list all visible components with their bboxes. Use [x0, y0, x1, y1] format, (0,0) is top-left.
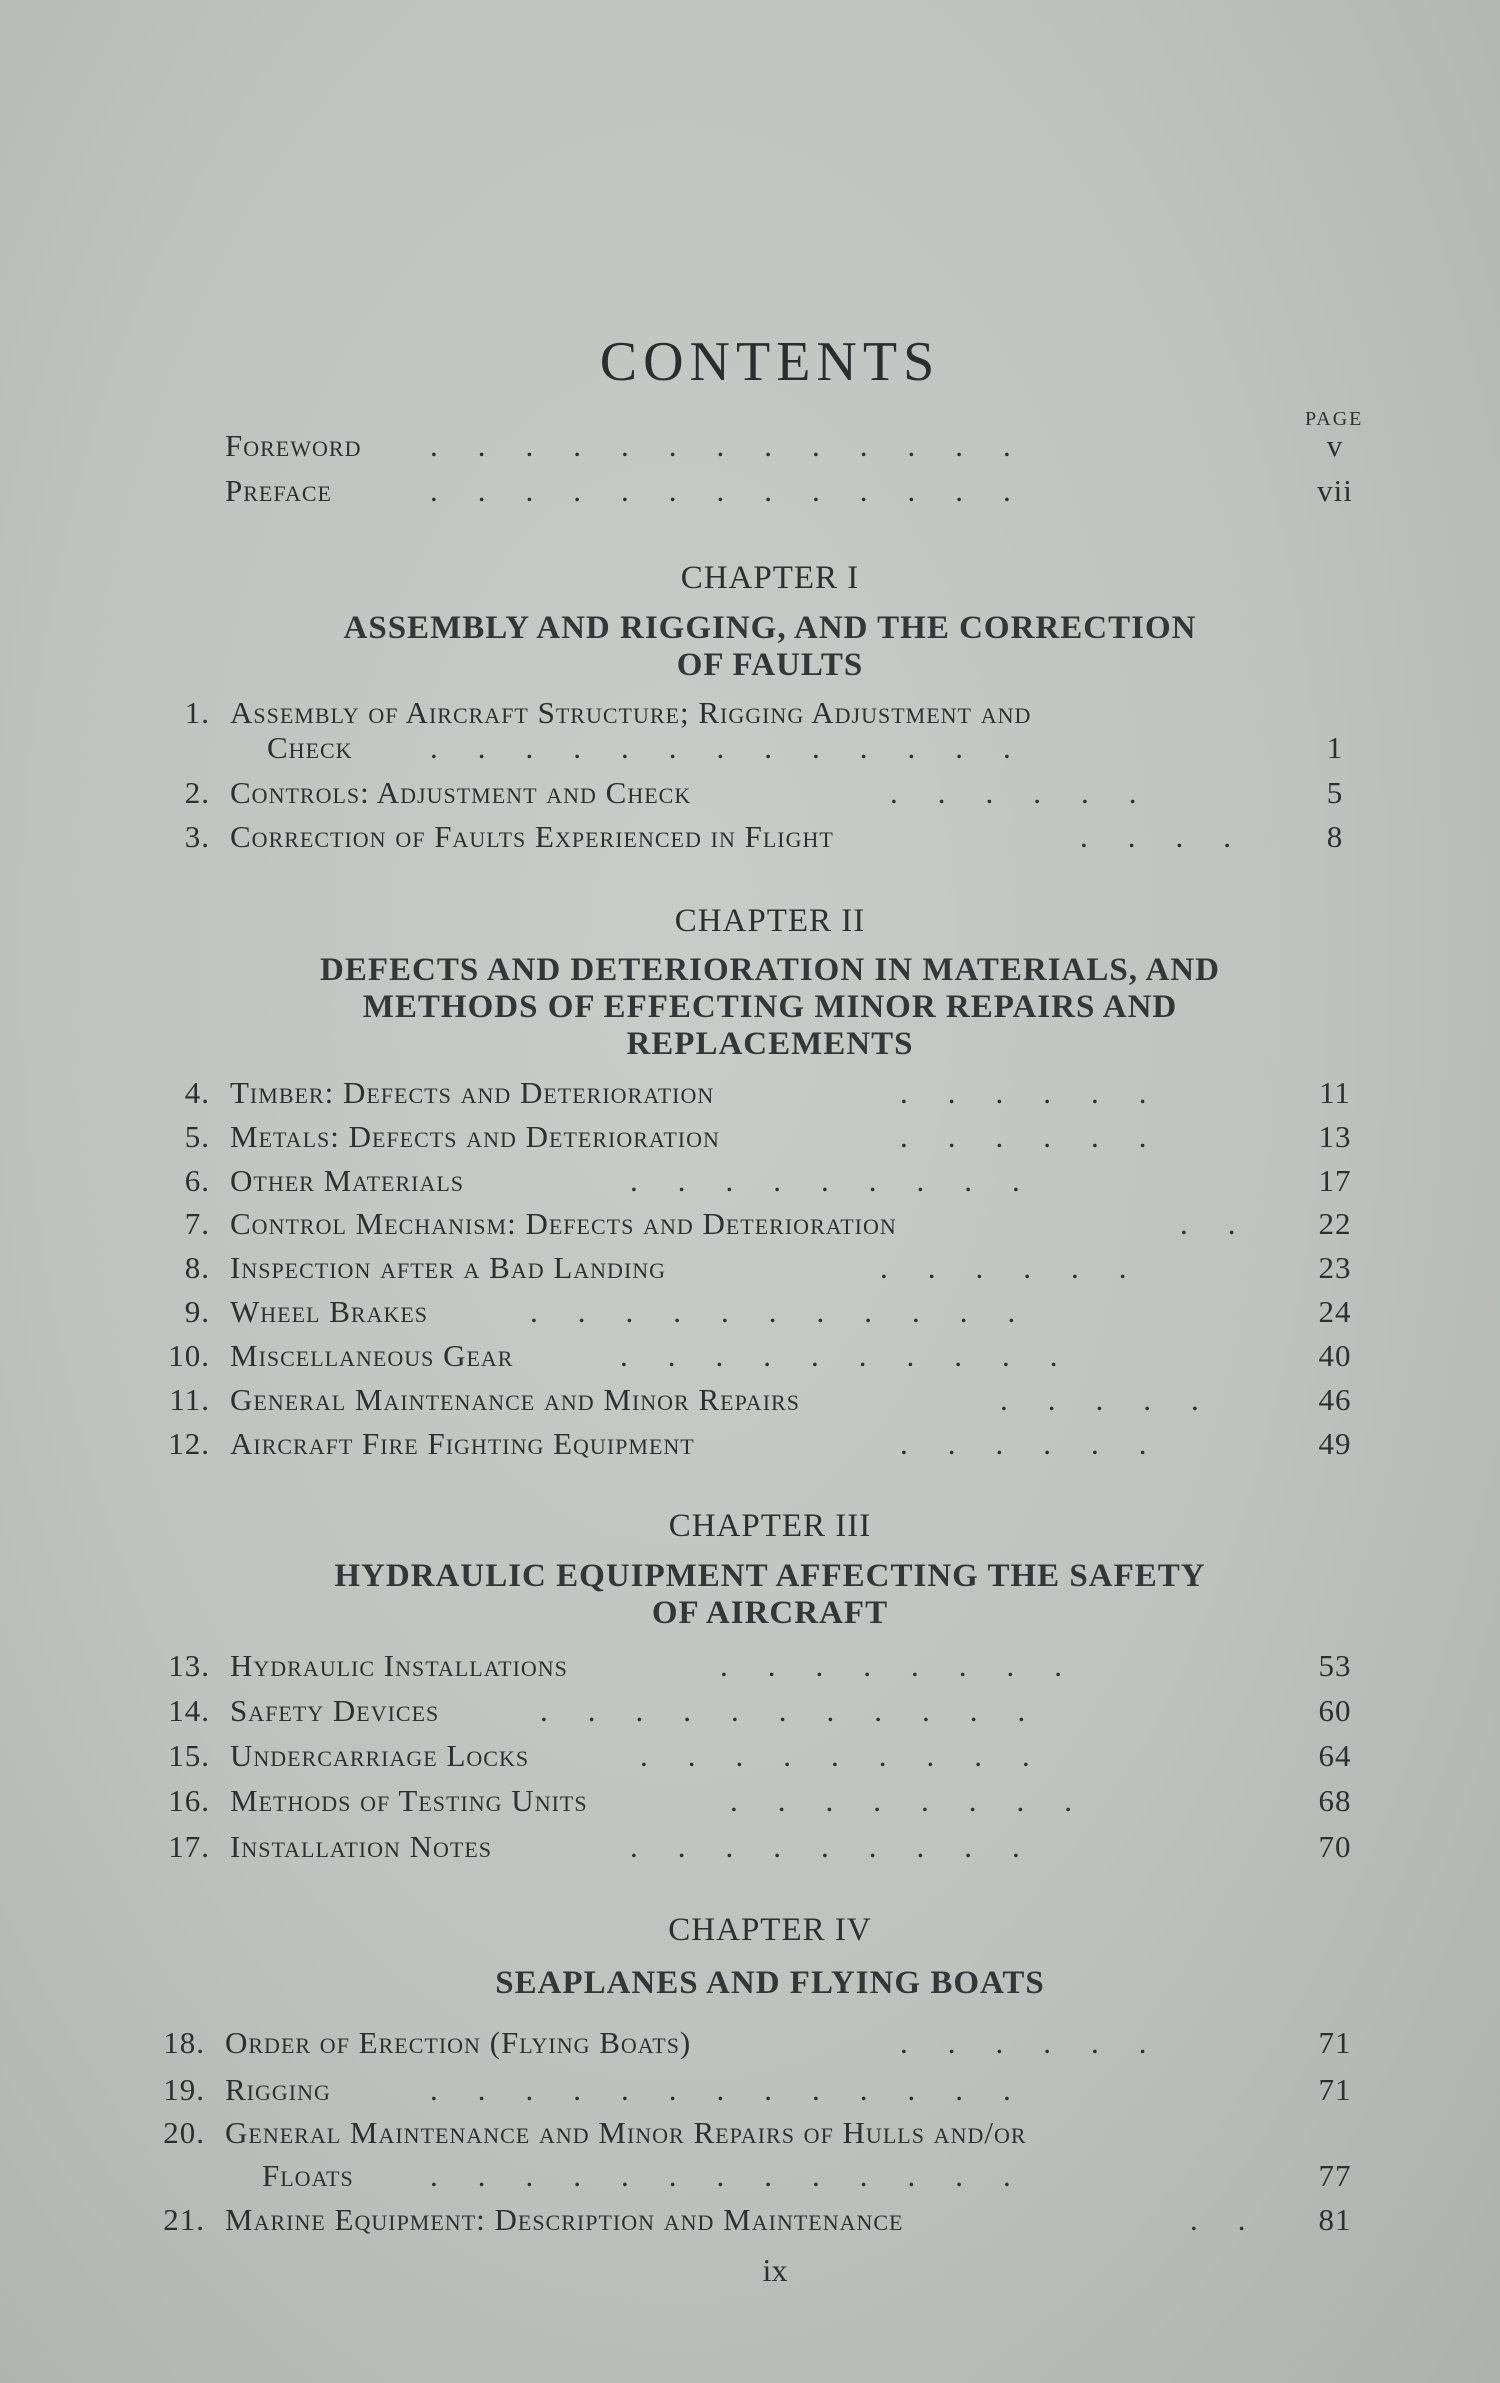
chapter-subtitle-line: DEFECTS AND DETERIORATION IN MATERIALS, AND	[320, 952, 1220, 988]
toc-entry	[0, 1294, 1500, 1338]
leader-dots: .....	[1000, 1382, 1239, 1417]
toc-entry-page: 5	[1326, 775, 1344, 810]
toc-entry-label: Inspection after a Bad Landing	[230, 1250, 667, 1285]
leader-dots: ...........	[530, 1294, 1056, 1329]
toc-entry-foreword	[0, 428, 1500, 472]
toc-entry-label: Preface	[225, 473, 332, 508]
toc-entry-label-continued: Check	[267, 730, 353, 765]
toc-entry-page: 70	[1318, 1829, 1352, 1864]
leader-dots: .............	[430, 473, 1051, 508]
leader-dots: ......	[880, 1250, 1167, 1285]
toc-entry-page: v	[1326, 428, 1344, 463]
toc-entry	[0, 1382, 1500, 1426]
toc-entry-label: Aircraft Fire Fighting Equipment	[230, 1426, 695, 1461]
toc-entry-page: 1	[1326, 730, 1344, 765]
toc-entry-label: Control Mechanism: Defects and Deterioration	[230, 1206, 897, 1241]
toc-entry	[0, 1648, 1500, 1692]
chapter-heading: CHAPTER I	[680, 560, 860, 596]
leader-dots: ......	[900, 2025, 1187, 2060]
toc-entry-number: 7.	[184, 1206, 210, 1241]
chapter-subtitle-line: REPLACEMENTS	[626, 1026, 914, 1062]
toc-entry-preface	[0, 473, 1500, 517]
leader-dots: ...........	[540, 1693, 1066, 1728]
chapter-heading: CHAPTER IV	[668, 1912, 872, 1948]
toc-entry-label: Assembly of Aircraft Structure; Rigging Adjustment and	[230, 695, 1032, 730]
leader-dots: ..	[1190, 2202, 1286, 2237]
chapter-heading: CHAPTER III	[668, 1508, 872, 1544]
chapter-subtitle-line: OF AIRCRAFT	[651, 1595, 889, 1631]
chapter-heading: CHAPTER II	[674, 903, 866, 939]
toc-entry-number: 4.	[184, 1075, 210, 1110]
toc-entry-number: 11.	[169, 1382, 210, 1417]
toc-entry	[0, 1119, 1500, 1163]
chapter-subtitle	[200, 952, 1340, 1063]
toc-entry-page: 11	[1319, 1075, 1351, 1110]
leader-dots: ....	[1080, 819, 1271, 854]
toc-entry-number: 16.	[168, 1783, 210, 1818]
leader-dots: .............	[430, 2072, 1051, 2107]
leader-dots: ......	[900, 1075, 1187, 1110]
toc-entry	[0, 2115, 1500, 2159]
toc-entry	[0, 819, 1500, 863]
toc-entry-number: 14.	[168, 1693, 210, 1728]
toc-entry-label: Hydraulic Installations	[230, 1648, 568, 1683]
toc-entry-number: 17.	[168, 1829, 210, 1864]
toc-entry-page: 22	[1318, 1206, 1352, 1241]
leader-dots: .............	[430, 428, 1051, 463]
toc-entry-page: 23	[1318, 1250, 1352, 1285]
toc-entry-label: Order of Erection (Flying Boats)	[225, 2025, 692, 2060]
leader-dots: ........	[720, 1648, 1102, 1683]
leader-dots: .............	[430, 2158, 1051, 2193]
toc-entry-number: 19.	[163, 2072, 205, 2107]
toc-entry-number: 13.	[168, 1648, 210, 1683]
leader-dots: .............	[430, 730, 1051, 765]
toc-entry-number: 1.	[184, 695, 210, 730]
leader-dots: ......	[890, 775, 1177, 810]
toc-entry-page: 71	[1318, 2072, 1352, 2107]
toc-entry	[0, 1783, 1500, 1827]
chapter-subtitle-line: ASSEMBLY AND RIGGING, AND THE CORRECTION	[343, 610, 1197, 646]
toc-entry-number: 10.	[168, 1338, 210, 1373]
chapter-subtitle-line: OF FAULTS	[676, 647, 864, 683]
toc-entry-page: 13	[1318, 1119, 1352, 1154]
toc-entry	[0, 1738, 1500, 1782]
toc-entry-number: 18.	[163, 2025, 205, 2060]
toc-entry-number: 9.	[184, 1294, 210, 1329]
toc-entry-label: Timber: Defects and Deterioration	[230, 1075, 715, 1110]
toc-entry-number: 8.	[184, 1250, 210, 1285]
page-column-heading: PAGE	[1305, 408, 1364, 430]
toc-entry-page: 8	[1326, 819, 1344, 854]
toc-entry	[0, 1206, 1500, 1250]
toc-entry-label: Installation Notes	[230, 1829, 493, 1864]
toc-entry	[0, 1338, 1500, 1382]
toc-entry-page: 81	[1318, 2202, 1352, 2237]
toc-entry-page: 77	[1318, 2158, 1352, 2193]
toc-entry-continuation	[0, 2158, 1500, 2202]
toc-entry-label: Other Materials	[230, 1163, 465, 1198]
toc-entry-continuation	[0, 730, 1500, 774]
toc-entry	[0, 1075, 1500, 1119]
chapter-subtitle-line: SEAPLANES AND FLYING BOATS	[495, 1965, 1045, 2001]
toc-entry-page: 46	[1318, 1382, 1352, 1417]
toc-entry-page: 24	[1318, 1294, 1352, 1329]
toc-entry	[0, 1426, 1500, 1470]
leader-dots: ..	[1180, 1206, 1276, 1241]
toc-entry-page: 53	[1318, 1648, 1352, 1683]
toc-entry	[0, 1829, 1500, 1873]
toc-entry	[0, 2025, 1500, 2069]
chapter-subtitle	[200, 1965, 1340, 2002]
toc-entry-label: Metals: Defects and Deterioration	[230, 1119, 720, 1154]
toc-entry-label: Rigging	[225, 2072, 331, 2107]
toc-entry	[0, 1163, 1500, 1207]
chapter-subtitle	[200, 610, 1340, 684]
toc-entry	[0, 1250, 1500, 1294]
toc-entry-label: Controls: Adjustment and Check	[230, 775, 692, 810]
toc-entry-number: 2.	[184, 775, 210, 810]
toc-entry-number: 20.	[163, 2115, 205, 2150]
toc-entry-label: Safety Devices	[230, 1693, 440, 1728]
toc-entry	[0, 2202, 1500, 2246]
chapter-subtitle-line: METHODS OF EFFECTING MINOR REPAIRS AND	[362, 989, 1178, 1025]
leader-dots: ..........	[620, 1338, 1098, 1373]
leader-dots: .........	[640, 1738, 1070, 1773]
toc-entry-label: General Maintenance and Minor Repairs	[230, 1382, 800, 1417]
toc-entry-number: 21.	[163, 2202, 205, 2237]
toc-entry-label: Correction of Faults Experienced in Flight	[230, 819, 834, 854]
toc-entry-page: 64	[1318, 1738, 1352, 1773]
leader-dots: .........	[630, 1163, 1060, 1198]
toc-entry-number: 6.	[184, 1163, 210, 1198]
toc-entry-page: 68	[1318, 1783, 1352, 1818]
leader-dots: ......	[900, 1426, 1187, 1461]
toc-entry-label: Wheel Brakes	[230, 1294, 429, 1329]
toc-entry-page: 49	[1318, 1426, 1352, 1461]
toc-entry-label: Undercarriage Locks	[230, 1738, 530, 1773]
leader-dots: ........	[730, 1783, 1112, 1818]
toc-entry	[0, 775, 1500, 819]
toc-entry-number: 5.	[184, 1119, 210, 1154]
toc-entry-label: General Maintenance and Minor Repairs of Hulls and/or	[225, 2115, 1027, 2150]
chapter-subtitle	[200, 1558, 1340, 1632]
page-title: CONTENTS	[599, 331, 941, 393]
leader-dots: .........	[630, 1829, 1060, 1864]
toc-entry-page: 71	[1318, 2025, 1352, 2060]
toc-entry-number: 15.	[168, 1738, 210, 1773]
leader-dots: ......	[900, 1119, 1187, 1154]
page-number: ix	[762, 2252, 788, 2288]
toc-entry-page: 17	[1318, 1163, 1352, 1198]
toc-entry-label: Foreword	[225, 428, 362, 463]
toc-entry-page: 60	[1318, 1693, 1352, 1728]
toc-entry-number: 12.	[168, 1426, 210, 1461]
toc-entry-page: 40	[1318, 1338, 1352, 1373]
toc-entry	[0, 2072, 1500, 2116]
toc-entry-label: Methods of Testing Units	[230, 1783, 588, 1818]
toc-entry-page: vii	[1317, 473, 1353, 508]
toc-entry-label: Miscellaneous Gear	[230, 1338, 514, 1373]
toc-entry	[0, 1693, 1500, 1737]
toc-entry-label: Marine Equipment: Description and Maintenance	[225, 2202, 904, 2237]
toc-entry-label-continued: Floats	[262, 2158, 354, 2193]
toc-entry-number: 3.	[184, 819, 210, 854]
chapter-subtitle-line: HYDRAULIC EQUIPMENT AFFECTING THE SAFETY	[334, 1558, 1206, 1594]
